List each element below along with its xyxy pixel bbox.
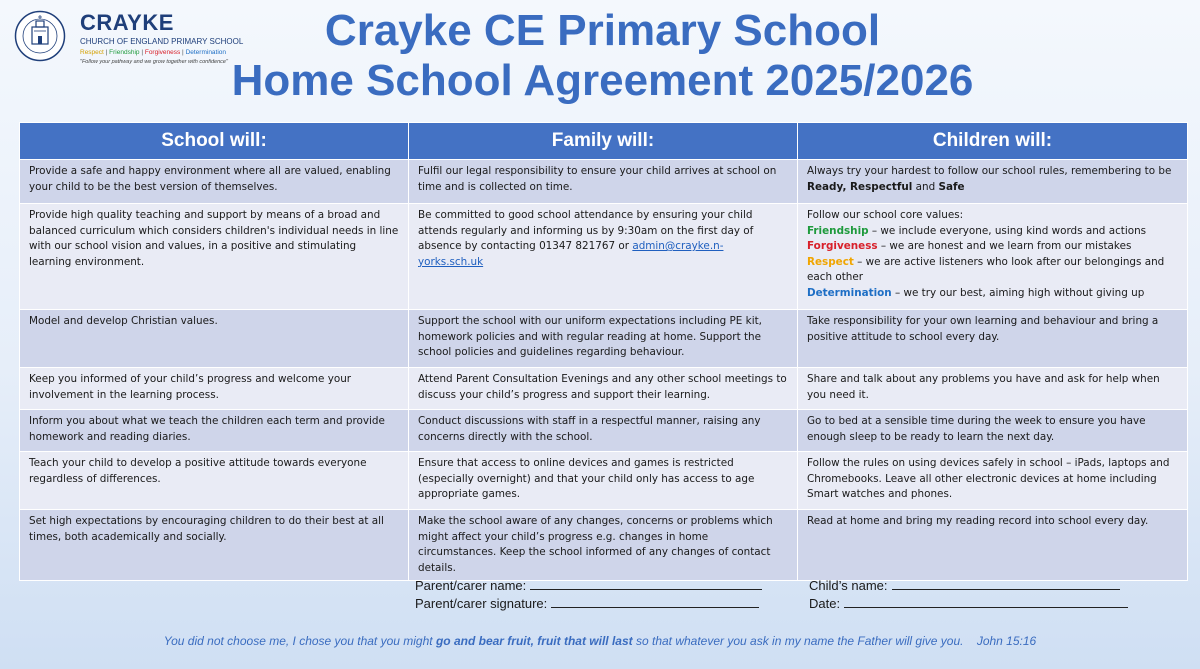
logo-value-forgiveness: Forgiveness (144, 49, 181, 56)
family-cell: Attend Parent Consultation Evenings and any other school meetings to discuss your child’s progress and support their learning. (409, 368, 798, 410)
school-cell: Provide a safe and happy environment where all are valued, enabling your child to be the best version of themselves. (20, 160, 409, 204)
rule-ready-respectful: Ready, Respectful (807, 180, 913, 193)
children-cell: Go to bed at a sensible time during the week to ensure you have enough sleep to be ready to learn the next day. (798, 410, 1188, 452)
logo-subtitle: CHURCH OF ENGLAND PRIMARY SCHOOL (80, 37, 244, 46)
value-forgiveness (807, 239, 1178, 255)
child-name-label: Child’s name: (809, 578, 888, 593)
value-text: – we include everyone, using kind words and actions (868, 224, 1147, 237)
title-line-school: Crayke CE Primary School (324, 6, 881, 55)
logo-value-determination: Determination (185, 49, 227, 56)
header-children: Children will: (798, 123, 1188, 160)
table-row (20, 410, 1188, 452)
table-row (20, 204, 1188, 310)
parent-signature-line[interactable] (551, 595, 759, 608)
parent-signature-label: Parent/carer signature: (415, 596, 548, 611)
school-cell: Set high expectations by encouraging children to do their best at all times, both academically and socially. (20, 510, 409, 581)
logo-values: Respect | Friendship | Forgiveness | Determination (80, 49, 227, 56)
school-cell: Keep you informed of your child’s progress and welcome your involvement in the learning process. (20, 368, 409, 410)
quote-emphasis: go and bear fruit, fruit that will last (435, 634, 633, 648)
logo-value-friendship: Friendship (109, 49, 140, 56)
rule-safe: Safe (938, 180, 965, 193)
values-intro: Follow our school core values: (807, 209, 964, 221)
children-cell: Take responsibility for your own learning and behaviour and bring a positive attitude to school every day. (798, 310, 1188, 368)
table-row (20, 310, 1188, 368)
children-text: Always try your hardest to follow our school rules, remembering to be (807, 165, 1172, 177)
value-name: Determination (807, 286, 892, 299)
agreement-table (19, 122, 1188, 581)
child-name-line[interactable] (892, 577, 1120, 590)
date-field[interactable] (809, 595, 1128, 611)
header-family: Family will: (409, 123, 798, 160)
school-cell: Model and develop Christian values. (20, 310, 409, 368)
logo-school-name: CRAYKE (80, 10, 174, 35)
children-cell: Follow the rules on using devices safely in school – iPads, laptops and Chromebooks. Leave all other electronic devices at home including Smart watches and phones. (798, 452, 1188, 510)
page-title (0, 6, 1200, 106)
value-name: Forgiveness (807, 240, 878, 252)
children-cell (798, 160, 1188, 204)
value-name: Friendship (807, 224, 869, 237)
value-respect (807, 255, 1178, 286)
value-name: Respect (807, 255, 854, 268)
family-cell: Ensure that access to online devices and games is restricted (especially overnight) and that your child only has access to age appropriate games. (409, 452, 798, 510)
table-row (20, 368, 1188, 410)
children-cell (798, 204, 1188, 310)
value-friendship (807, 224, 1178, 240)
logo-value-respect: Respect (80, 49, 104, 56)
family-cell: Fulfil our legal responsibility to ensure your child arrives at school on time and is collected on time. (409, 160, 798, 204)
parent-signature-field[interactable] (415, 595, 759, 611)
table-row (20, 452, 1188, 510)
table-row (20, 510, 1188, 581)
value-text: – we are active listeners who look after our belongings and each other (807, 255, 1165, 283)
children-cell: Read at home and bring my reading record into school every day. (798, 510, 1188, 581)
school-cell: Inform you about what we teach the children each term and provide homework and reading diaries. (20, 410, 409, 452)
value-determination (807, 286, 1178, 302)
children-and: and (912, 180, 939, 193)
quote-before: You did not choose me, I chose you that you might (163, 634, 436, 648)
child-name-field[interactable] (809, 577, 1120, 593)
bible-quote (0, 634, 1200, 648)
parent-name-line[interactable] (530, 577, 762, 590)
family-cell: Conduct discussions with staff in a respectful manner, raising any concerns directly with the school. (409, 410, 798, 452)
school-cell: Provide high quality teaching and support by means of a broad and balanced curriculum which considers children's individual needs in line with our school vision and values, in a positive and stimulating learning environment. (20, 204, 409, 310)
date-line[interactable] (844, 595, 1128, 608)
parent-name-field[interactable] (415, 577, 762, 593)
family-cell: Support the school with our uniform expectations including PE kit, homework policies and with regular reading at home. Support the school policies and guidelines regarding behaviour. (409, 310, 798, 368)
children-cell: Share and talk about any problems you have and ask for help when you need it. (798, 368, 1188, 410)
quote-reference: John 15:16 (976, 634, 1037, 648)
table-header-row (20, 123, 1188, 160)
quote-after: so that whatever you ask in my name the Father will give you. (632, 634, 964, 648)
family-cell: Make the school aware of any changes, concerns or problems which might affect your child’s progress e.g. changes in home circumstances. Keep the school informed of any changes of contact details. (409, 510, 798, 581)
family-text: Be committed to good school attendance by ensuring your child attends regularly and informing us by 9:30am on the first day of absence by contacting 01347 821767 or (418, 209, 754, 252)
table-row (20, 160, 1188, 204)
family-cell (409, 204, 798, 310)
school-email-link[interactable]: admin@crayke.n-yorks.sch.uk (418, 240, 724, 268)
school-cell: Teach your child to develop a positive attitude towards everyone regardless of differences. (20, 452, 409, 510)
value-text: – we are honest and we learn from our mistakes (877, 240, 1132, 252)
date-label: Date: (809, 596, 841, 611)
value-text: – we try our best, aiming high without giving up (891, 286, 1145, 299)
logo-motto: "Follow your pathway and we grow together with confidence" (80, 59, 228, 65)
title-line-agreement: Home School Agreement 2025/2026 (231, 56, 974, 105)
parent-name-label: Parent/carer name: (415, 578, 527, 593)
header-school: School will: (20, 123, 409, 160)
